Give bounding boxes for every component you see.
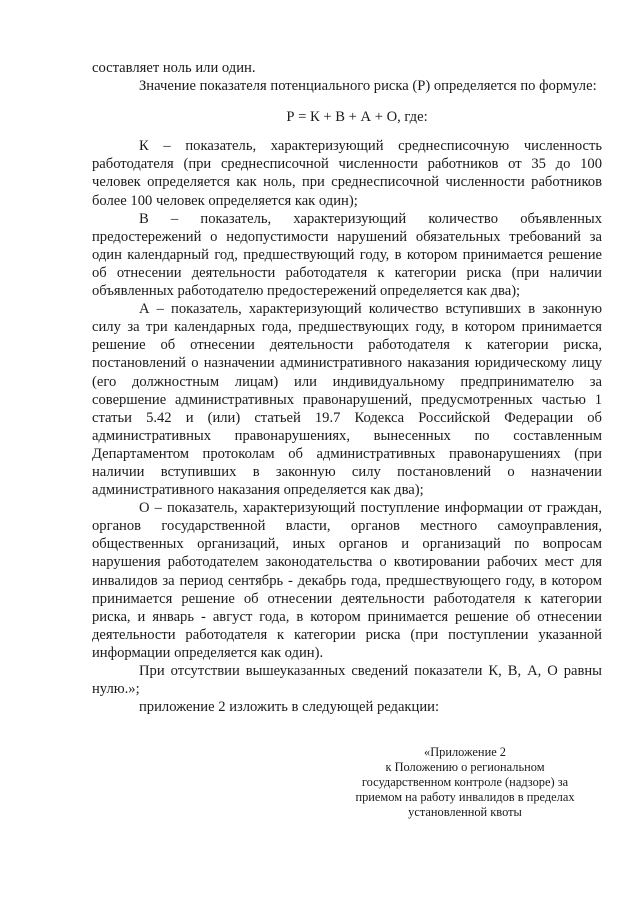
appendix-line-2: к Положению о региональном [385, 760, 545, 774]
paragraph-annex-instruction: приложение 2 изложить в следующей редакции: [139, 699, 439, 716]
paragraph-indicator-v: В – показатель, характеризующий количество объявленных предостережений о недопустимости нарушений обязательных требований за один календарный год, предшествующий году, в котором принимается решение об отнесении деятельности работодателя к категории риска (при наличии объявленных работодателю предостережений определяется как два); [92, 210, 602, 300]
formula: Р = К + В + А + О, где: [286, 109, 428, 126]
paragraph-indicator-o: О – показатель, характеризующий поступление информации от граждан, органов государственной власти, органов местного самоуправления, общественных организаций, иных органов и организаций по вопросам нарушения работодателем законодательства о квотировании рабочих мест для инвалидов за период сентябрь - декабрь года, предшествующего году, в котором принимается решение об отнесении деятельности работодателя к категории риска, и январь - август года, в котором принимается решение об отнесении деятельности работодателя к категории риска (при поступлении указанной информации определяется как один). [92, 500, 602, 661]
paragraph-indicator-a: А – показатель, характеризующий количество вступивших в законную силу за три календарных года, предшествующих году, в котором принимается решение об отнесении деятельности работодателя к категории риска, постановлений о назначении административного наказания юридическому лицу (его должностным лицам) или индивидуальному предпринимателю за совершение административных правонарушений, предусмотренных частью 1 статьи 5.42 и (или) статьей 19.7 Кодекса Российской Федерации об административных правонарушениях, вынесенных по составленным Департаментом протоколам об административных правонарушениях (при наличии вступивших в законную силу постановлений о назначении административного наказания определяется как два); [92, 301, 602, 499]
paragraph-absence: При отсутствии вышеуказанных сведений показатели К, В, А, О равны нулю.»; [92, 663, 602, 698]
appendix-line-3: государственном контроле (надзоре) за [361, 775, 569, 789]
appendix-line-5: установленной квоты [408, 805, 522, 819]
appendix-line-1: «Приложение 2 [424, 745, 506, 759]
document-body [92, 59, 602, 716]
paragraph-formula-intro: Значение показателя потенциального риска (Р) определяется по формуле: [139, 78, 597, 95]
appendix-line-4: приемом на работу инвалидов в пределах [355, 790, 575, 804]
paragraph-continuation: составляет ноль или один. [92, 60, 256, 76]
paragraph-indicator-k: К – показатель, характеризующий среднесписочную численность работодателя (при среднесписочной численности работников от 35 до 100 человек определяется как ноль, при среднесписочной численности работников более 100 человек определяется как один); [92, 138, 602, 209]
appendix-heading [345, 745, 585, 820]
